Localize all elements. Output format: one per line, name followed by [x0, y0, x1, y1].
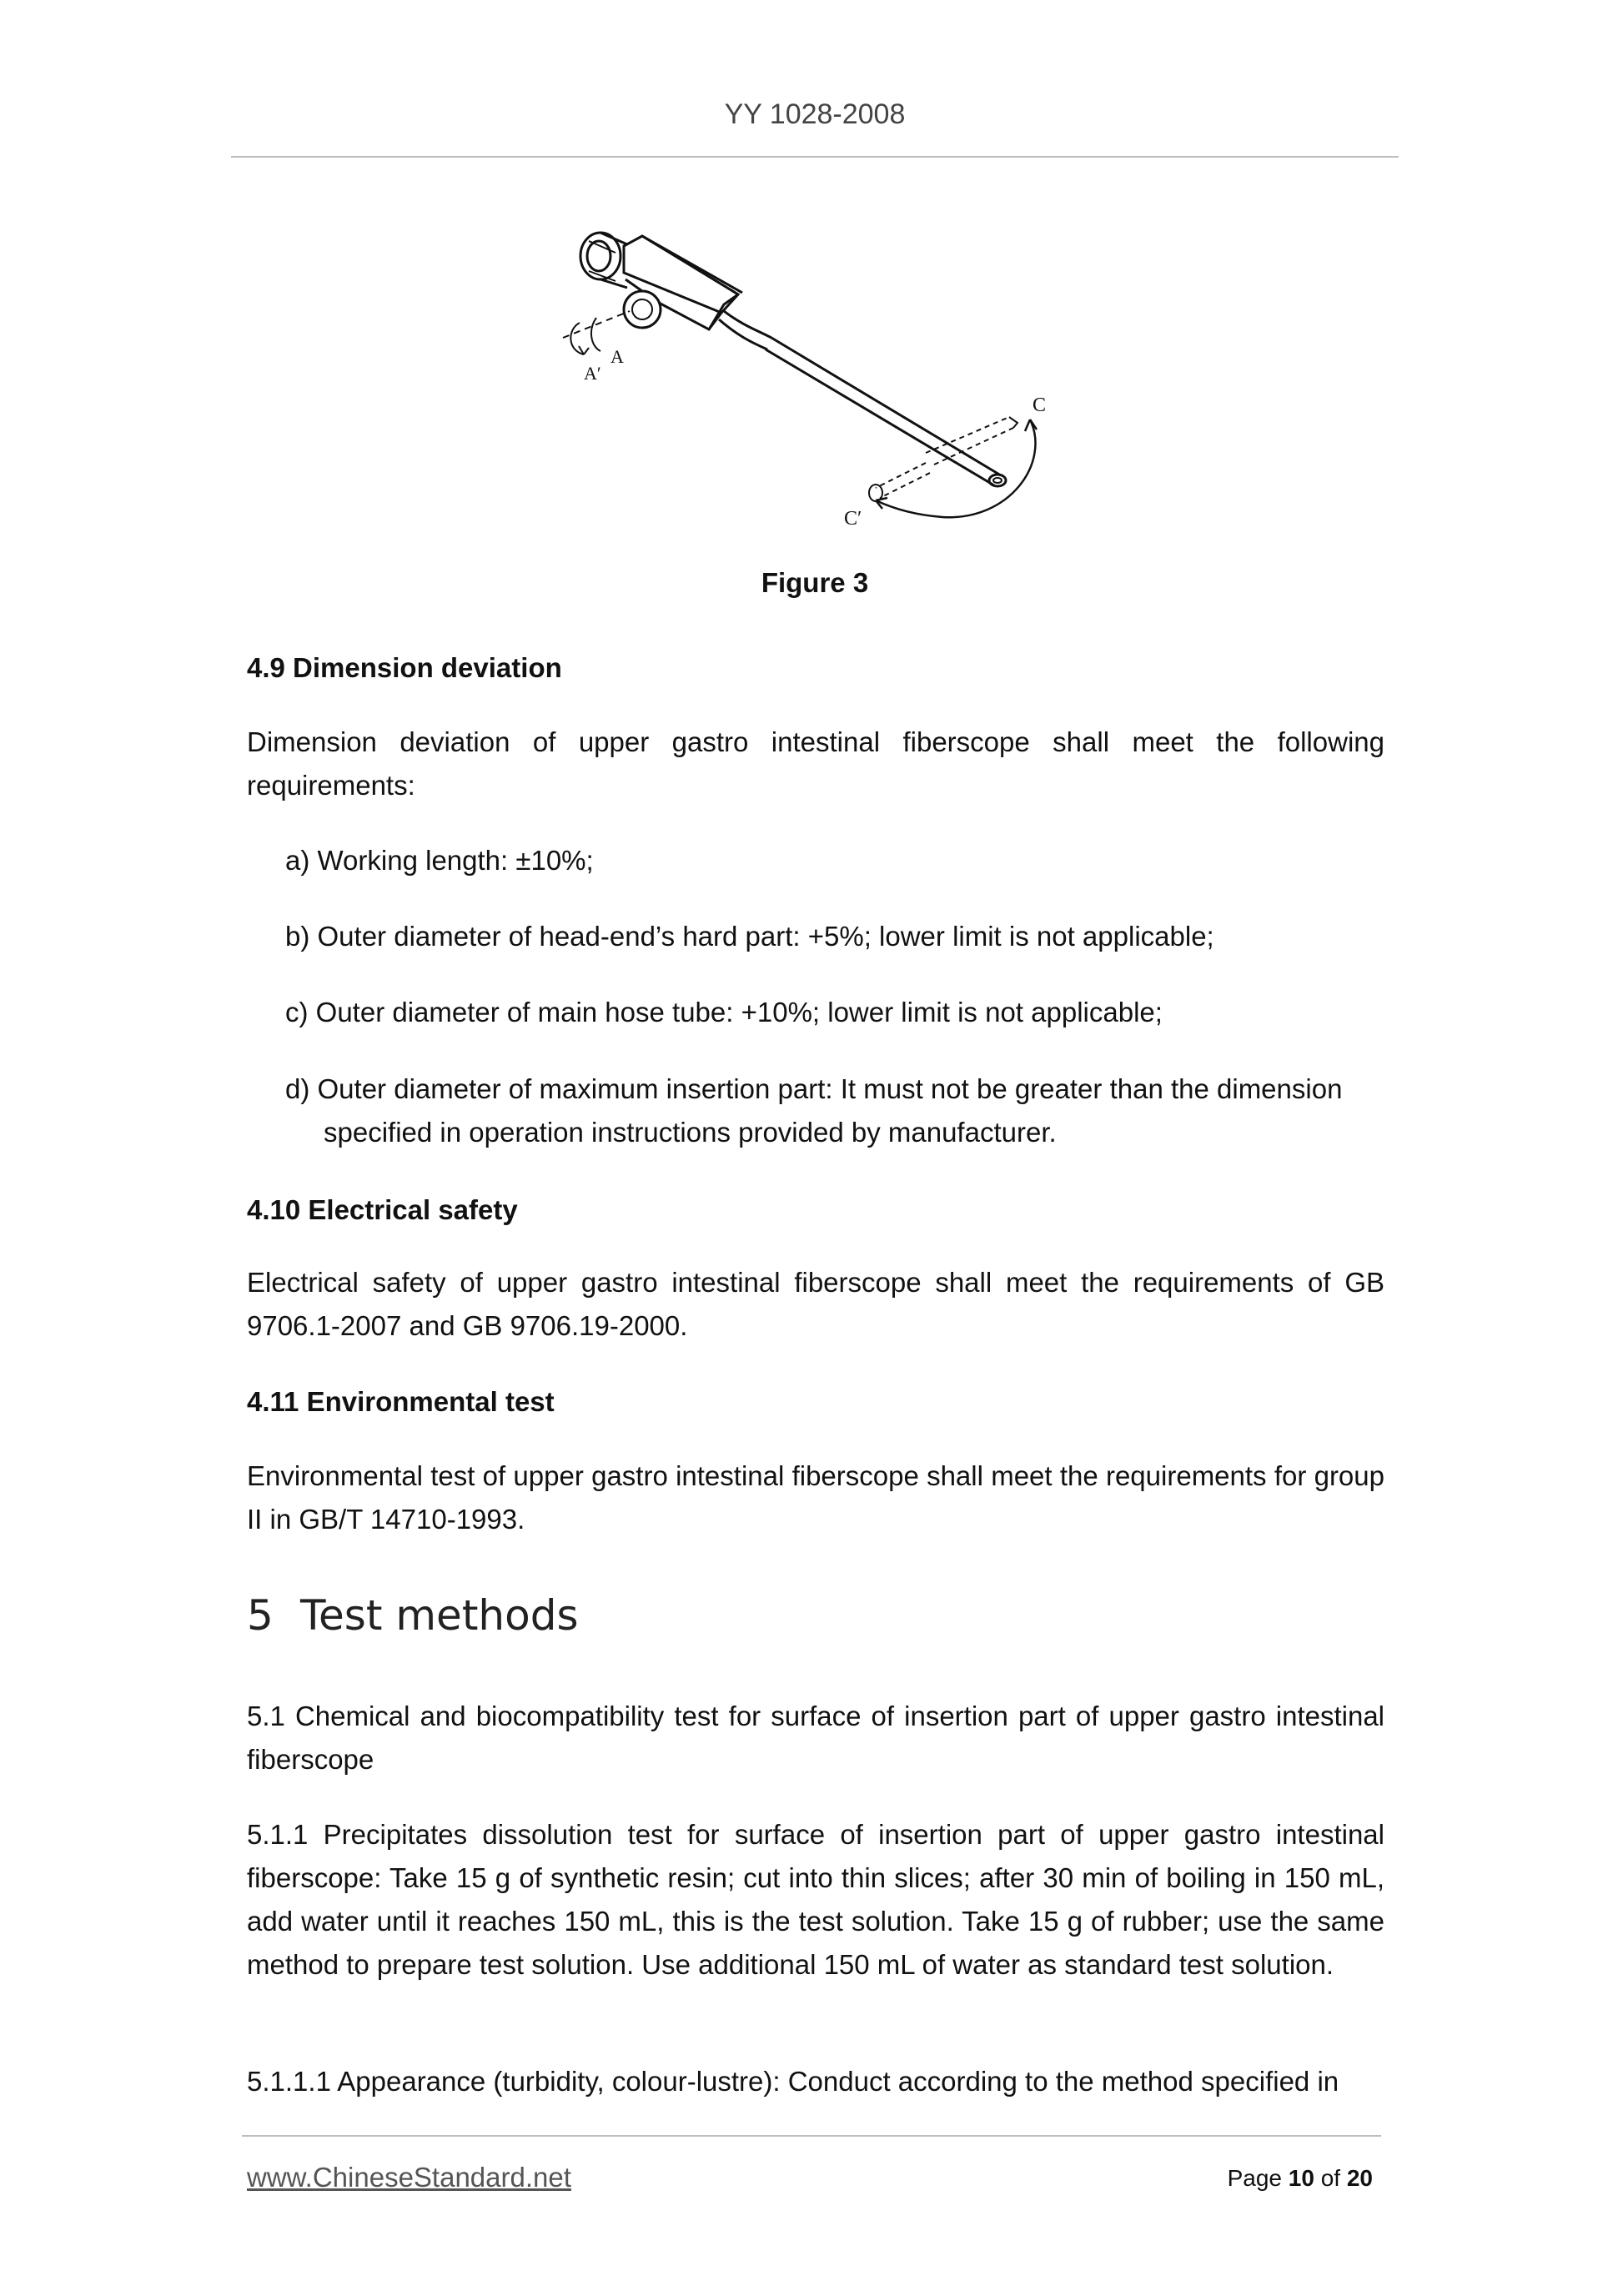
section-heading-4-10: 4.10 Electrical safety: [247, 1194, 518, 1225]
list-item-a: a) Working length: ±10%;: [285, 845, 594, 876]
page-prefix: Page: [1227, 2165, 1282, 2191]
section-heading-5: [247, 1591, 579, 1640]
deflected-tip-ghosts: [869, 417, 1018, 501]
section-heading-4-11: 4.11 Environmental test: [247, 1386, 555, 1417]
label-c: C: [1033, 394, 1047, 416]
list-item-d: d) Outer diameter of maximum insertion part: It must not be greater than the dimension specified in operation instructions provided by manufacturer.: [285, 1073, 1343, 1148]
section-5-title: Test methods: [300, 1591, 579, 1640]
footer-divider: [242, 2135, 1381, 2137]
label-c-prime: C′: [844, 508, 862, 530]
label-a-prime: A′: [584, 363, 601, 384]
figure-caption: Figure 3: [761, 567, 869, 598]
section-4-10-text: Electrical safety of upper gastro intestinal fiberscope shall meet the requirements of GB 9706.1-2007 and GB 9706.19-2000.: [247, 1267, 1384, 1341]
list-item-b: b) Outer diameter of head-end’s hard part: +5%; lower limit is not applicable;: [285, 921, 1214, 952]
section-5-1-text: 5.1 Chemical and biocompatibility test for surface of insertion part of upper gastro intestinal fiberscope: [247, 1701, 1384, 1775]
figure-3-endoscope-drawing: [534, 213, 1101, 530]
control-body: [624, 236, 742, 329]
section-5-1-1-1-text: 5.1.1.1 Appearance (turbidity, colour-lustre): Conduct according to the method specified in: [247, 2066, 1339, 2097]
bending-arc-c: [876, 420, 1037, 517]
page-of: of: [1320, 2165, 1341, 2191]
eyepiece: [580, 233, 627, 288]
section-4-11-text: Environmental test of upper gastro intestinal fiberscope shall meet the requirements for group II in GB/T 14710-1993.: [247, 1460, 1384, 1535]
document-id-header: YY 1028-2008: [724, 98, 906, 130]
label-a: A: [611, 346, 624, 367]
page-current: 10: [1288, 2165, 1314, 2191]
page-total: 20: [1346, 2165, 1373, 2191]
insertion-tube: [719, 311, 1006, 486]
list-item-c: c) Outer diameter of main hose tube: +10%; lower limit is not applicable;: [285, 997, 1163, 1027]
page-number: [1228, 2165, 1373, 2192]
section-5-number: 5: [247, 1591, 274, 1640]
section-5-1-1-text: 5.1.1 Precipitates dissolution test for surface of insertion part of upper gastro intestinal fiberscope: Take 15 g of synthetic resin; cut into thin slices; after 30 min of boiling in 150 mL, add water until it reaches 150 mL, this is the test solution. Take 15 g of rubber; use the same method to prepare test solution. Use additional 150 mL of water as standard test solution.: [247, 1819, 1384, 1980]
section-4-9-intro: Dimension deviation of upper gastro intestinal fiberscope shall meet the following requirements:: [247, 726, 1384, 801]
section-heading-4-9: 4.9 Dimension deviation: [247, 652, 562, 683]
website-link[interactable]: www.ChineseStandard.net: [247, 2162, 571, 2193]
header-divider: [231, 156, 1399, 158]
